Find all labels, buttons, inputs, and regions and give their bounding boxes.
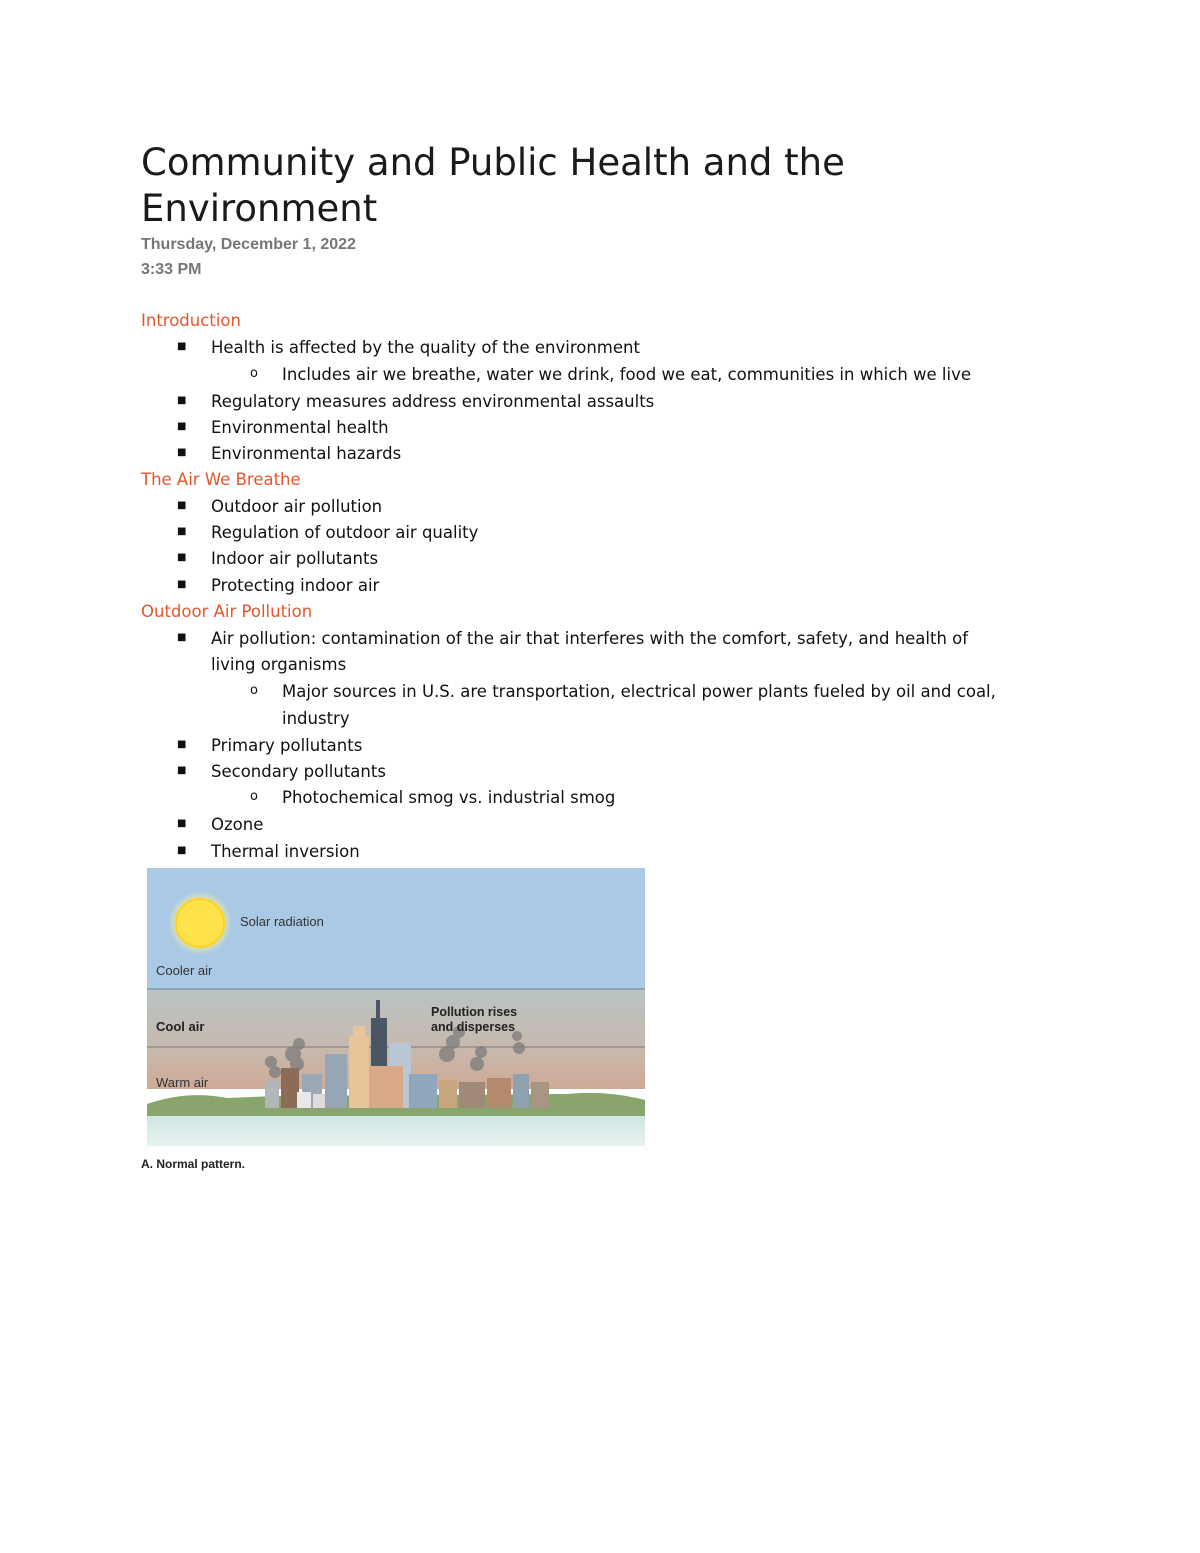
solar-radiation-label: Solar radiation [240,914,324,929]
pollution-label-line1: Pollution rises [431,1005,518,1019]
list-item: Regulation of outdoor air quality [211,523,479,542]
circle-bullet-icon: o [250,789,258,804]
section-heading-air: The Air We Breathe [141,470,301,489]
list-item: Environmental health [211,418,389,437]
circle-bullet-icon: o [250,366,258,381]
bullet-icon: ■ [177,845,187,856]
list-item-continuation: living organisms [211,655,347,674]
sun-icon [176,899,224,947]
sub-list-item: Major sources in U.S. are transportation, electrical power plants fueled by oil and coal, [282,682,996,701]
list-item: Health is affected by the quality of the environment [211,338,640,357]
bullet-icon: ■ [177,447,187,458]
page-time: 3:33 PM [141,261,202,278]
list-item: Environmental hazards [211,444,402,463]
section-heading-introduction: Introduction [141,311,241,330]
list-item: Secondary pollutants [211,762,386,781]
section-heading-outdoor: Outdoor Air Pollution [141,602,313,621]
list-item: Indoor air pollutants [211,549,379,568]
bullet-icon: ■ [177,341,187,352]
sub-list-item: Includes air we breathe, water we drink, food we eat, communities in which we live [282,365,971,384]
page-date: Thursday, December 1, 2022 [141,236,356,253]
list-item: Outdoor air pollution [211,497,383,516]
list-item: Protecting indoor air [211,576,380,595]
bullet-icon: ■ [177,579,187,590]
bullet-icon: ■ [177,739,187,750]
cool-air-label: Cool air [156,1019,205,1034]
bullet-icon: ■ [177,552,187,563]
bullet-icon: ■ [177,526,187,537]
list-item: Ozone [211,815,264,834]
bullet-icon: ■ [177,632,187,643]
bullet-icon: ■ [177,765,187,776]
list-item: Primary pollutants [211,736,363,755]
circle-bullet-icon: o [250,683,258,698]
bullet-icon: ■ [177,395,187,406]
thermal-inversion-figure [147,868,645,1146]
bullet-icon: ■ [177,818,187,829]
cooler-air-label: Cooler air [156,963,213,978]
page-title: Community and Public Health and the Environment [141,141,845,230]
water [147,1116,645,1146]
figure-caption: A. Normal pattern. [141,1157,246,1171]
list-item: Thermal inversion [211,842,360,861]
bullet-icon: ■ [177,421,187,432]
sub-list-item-continuation: industry [282,709,350,728]
list-item: Air pollution: contamination of the air that interferes with the comfort, safety, and health of [211,629,969,648]
pollution-label-line2: and disperses [431,1020,516,1034]
list-item: Regulatory measures address environmental assaults [211,392,655,411]
bullet-icon: ■ [177,500,187,511]
warm-air-label: Warm air [156,1075,209,1090]
sub-list-item: Photochemical smog vs. industrial smog [282,788,616,807]
